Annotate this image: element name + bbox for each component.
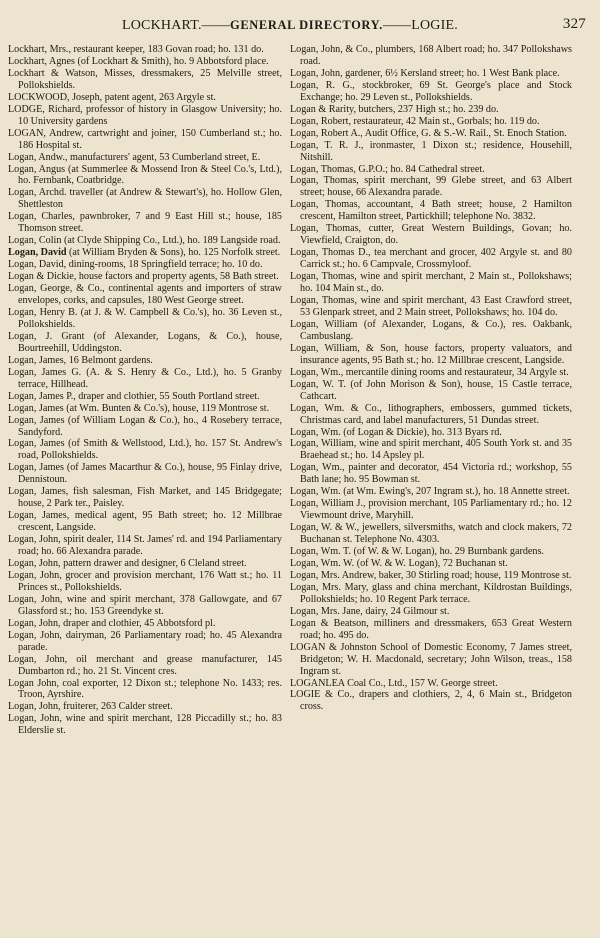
directory-entry: Logan & Beatson, milliners and dressmakers, 653 Great Western road; ho. 495 do. bbox=[290, 617, 572, 641]
right-column bbox=[290, 44, 572, 713]
page-number: 327 bbox=[562, 16, 586, 32]
directory-entry: Logan, Thomas, spirit merchant, 99 Glebe street, and 63 Albert street; house, 66 Alexandra parade. bbox=[290, 175, 572, 199]
directory-entry: Logan, John, dairyman, 26 Parliamentary road; ho. 45 Alexandra parade. bbox=[8, 629, 282, 653]
directory-entry: Logan, Wm., painter and decorator, 454 Victoria rd.; workshop, 55 Bath lane; ho. 95 Bowman st. bbox=[290, 462, 572, 486]
directory-entry: Logan, Colin (at Clyde Shipping Co., Ltd.), ho. 189 Langside road. bbox=[8, 235, 281, 247]
directory-entry: Logan, James (at Wm. Bunten & Co.'s), house, 119 Montrose st. bbox=[8, 402, 270, 414]
directory-entry: Logan, Thomas, G.P.O.; ho. 84 Cathedral street. bbox=[290, 163, 485, 175]
directory-entry: LODGE, Richard, professor of history in Glasgow University; ho. 10 University gardens bbox=[8, 103, 282, 127]
directory-entry: Logan, James (of James Macarthur & Co.), house, 95 Finlay drive, Dennistoun. bbox=[8, 462, 282, 486]
directory-entry: Logan, William J., provision merchant, 105 Parliamentary rd.; ho. 12 Viewmount drive, Maryhill. bbox=[290, 498, 572, 522]
directory-entry: Logan, William (of Alexander, Logans, & Co.), res. Oakbank, Cambuslang. bbox=[290, 318, 572, 342]
directory-entry: Logan, Thomas, wine and spirit merchant, 2 Main st., Pollokshaws; ho. 104 Main st., do. bbox=[290, 271, 572, 295]
directory-entry: Logan, John, grocer and provision merchant, 176 Watt st.; ho. 11 Princes st., Pollokshields. bbox=[8, 569, 282, 593]
columns bbox=[8, 44, 588, 936]
directory-entry: Logan, Thomas, wine and spirit merchant, 43 East Crawford street, 53 Glenpark street, and 2 Main street, Pollokshaws; ho. 104 do. bbox=[290, 295, 572, 318]
directory-entry: Logan, Angus (at Summerlee & Mossend Iron & Steel Co.'s, Ltd.), ho. Fernbank, Coatbridge. bbox=[8, 163, 282, 187]
directory-entry: Logan, W. T. (of John Morison & Son), house, 15 Castle terrace, Cathcart. bbox=[290, 378, 572, 402]
directory-entry: Logan, Wm. (at Wm. Ewing's, 207 Ingram st.), ho. 18 Annette street. bbox=[290, 486, 570, 498]
directory-entry: Logan, Thomas, cutter, Great Western Buildings, Govan; ho. Viewfield, Craigton, do. bbox=[290, 223, 572, 247]
directory-entry: Logan, Wm., mercantile dining rooms and restaurateur, 34 Argyle st. bbox=[290, 366, 569, 378]
directory-entry: Logan, Mrs. Andrew, baker, 30 Stirling road; house, 119 Montrose st. bbox=[290, 569, 572, 581]
header-title bbox=[122, 18, 458, 34]
directory-entry: Logan, R. G., stockbroker, 69 St. George's place and Stock Exchange; ho. 29 Leven st., Pollokshields. bbox=[290, 79, 572, 103]
directory-entry: Logan, T. R. J., ironmaster, 1 Dixon st.; residence, Househill, Nitshill. bbox=[290, 139, 572, 163]
directory-entry: Logan, William, & Son, house factors, property valuators, and insurance agents, 95 Bath st.; ho. 12 Millbrae crescent, Langside. bbox=[290, 342, 572, 366]
directory-entry: Logan, James, fish salesman, Fish Market, and 145 Bridgegate; house, 2 Park ter., Paisley. bbox=[8, 486, 282, 510]
directory-entry: Logan, Thomas, accountant, 4 Bath street; house, 2 Hamilton crescent, Hamilton street, Partickhill; telephone No. 3832. bbox=[290, 199, 572, 223]
directory-entry: Logan, Mrs. Jane, dairy, 24 Gilmour st. bbox=[290, 605, 450, 617]
directory-entry: Logan, Charles, pawnbroker, 7 and 9 East Hill st.; house, 185 Thomson street. bbox=[8, 211, 282, 235]
directory-entry: Lockhart & Watson, Misses, dressmakers, 25 Melville street, Pollokshields. bbox=[8, 67, 282, 91]
header-left: LOCKHART.—— bbox=[122, 18, 231, 33]
directory-entry: Logan, Wm. (of Logan & Dickie), ho. 313 Byars rd. bbox=[290, 426, 502, 438]
directory-entry: Logan, Wm. W. (of W. & W. Logan), 72 Buchanan st. bbox=[290, 557, 508, 569]
directory-entry: Logan, Wm. T. (of W. & W. Logan), ho. 29 Burnbank gardens. bbox=[290, 546, 544, 558]
directory-entry: Logan, James P., draper and clothier, 55 South Portland street. bbox=[8, 390, 260, 402]
directory-entry: Logan, John, oil merchant and grease manufacturer, 145 Dumbarton rd.; ho. 21 St. Vincent cres. bbox=[8, 653, 282, 677]
directory-entry: Logan & Rarity, butchers, 237 High st.; ho. 239 do. bbox=[290, 103, 499, 115]
directory-entry: Logan, Archd. traveller (at Andrew & Stewart's), ho. Hollow Glen, Shettleston bbox=[8, 187, 282, 211]
directory-entry: Logan, John, spirit dealer, 114 St. James' rd. and 194 Parliamentary road; ho. 66 Alexandra parade. bbox=[8, 534, 282, 558]
directory-entry: Logan, Andw., manufacturers' agent, 53 Cumberland street, E. bbox=[8, 151, 261, 163]
directory-entry: Lockhart, Mrs., restaurant keeper, 183 Govan road; ho. 131 do. bbox=[8, 44, 264, 55]
directory-entry: LOGIE & Co., drapers and clothiers, 2, 4, 6 Main st., Bridgeton cross. bbox=[290, 689, 572, 713]
directory-entry: Logan, James, 16 Belmont gardens. bbox=[8, 354, 153, 366]
directory-entry: Logan, Robert A., Audit Office, G. & S.-W. Rail., St. Enoch Station. bbox=[290, 127, 567, 139]
directory-entry: Logan, John, wine and spirit merchant, 378 Gallowgate, and 67 Glassford st.; ho. 153 Greendyke st. bbox=[8, 593, 282, 617]
directory-entry: Logan, David, dining-rooms, 18 Springfield terrace; ho. 10 do. bbox=[8, 259, 263, 271]
directory-entry: LOGAN & Johnston School of Domestic Economy, 7 James street, Bridgeton; W. H. Macdonald, secretary; John Wilson, treas., 158 Ingram st. bbox=[290, 641, 572, 677]
directory-entry: Logan, Mrs. Mary, glass and china merchant, Kildrostan Buildings, Pollokshields; ho. 10 Regent Park terrace. bbox=[290, 581, 572, 605]
directory-entry: Logan, James, medical agent, 95 Bath street; ho. 12 Millbrae crescent, Langside. bbox=[8, 510, 282, 534]
header-right: ——LOGIE. bbox=[382, 18, 458, 33]
running-header bbox=[8, 16, 588, 36]
directory-entry: Logan, James (of William Logan & Co.), ho., 4 Rosebery terrace, Sandyford. bbox=[8, 414, 282, 438]
directory-entry: Logan, George, & Co., continental agents and importers of straw envelopes, corks, and capsules, 180 West George street. bbox=[8, 283, 282, 307]
directory-entry: Logan, John, gardener, 6½ Kersland street; ho. 1 West Bank place. bbox=[290, 67, 560, 79]
directory-entry: Logan, Wm. & Co., lithographers, embossers, gummed tickets, Christmas card, and label manufacturers, 51 Dundas street. bbox=[290, 402, 572, 426]
directory-entry: Logan, J. Grant (of Alexander, Logans, & Co.), house, Bourtreehill, Uddingston. bbox=[8, 330, 282, 354]
directory-entry: Logan, Robert, restaurateur, 42 Main st., Gorbals; ho. 119 do. bbox=[290, 115, 540, 127]
directory-entry: Logan, Henry B. (at J. & W. Campbell & Co.'s), ho. 36 Leven st., Pollokshields. bbox=[8, 306, 282, 330]
header-middle: GENERAL DIRECTORY. bbox=[230, 18, 383, 32]
directory-entry: Logan, David (at William Bryden & Sons), ho. 125 Norfolk street. bbox=[8, 247, 281, 259]
directory-entry: Logan, W. & W., jewellers, silversmiths, watch and clock makers, 72 Buchanan st. Telephone No. 4303. bbox=[290, 522, 572, 546]
directory-entry: LOCKWOOD, Joseph, patent agent, 263 Argyle st. bbox=[8, 91, 216, 103]
directory-entry: Logan, John, wine and spirit merchant, 128 Piccadilly st.; ho. 83 Elderslie st. bbox=[8, 713, 282, 737]
directory-entry: Logan John, coal exporter, 12 Dixon st.; telephone No. 1433; res. Troon, Ayrshire. bbox=[8, 677, 282, 701]
left-column bbox=[8, 44, 282, 737]
directory-entry: LOGANLEA Coal Co., Ltd., 157 W. George street. bbox=[290, 677, 498, 689]
directory-entry: Logan, William, wine and spirit merchant, 405 South York st. and 35 Braehead st.; ho. 14 Apsley pl. bbox=[290, 438, 572, 462]
directory-entry: Logan, John, fruiterer, 263 Calder street. bbox=[8, 701, 173, 713]
directory-entry: Logan, John, pattern drawer and designer, 6 Cleland street. bbox=[8, 557, 247, 569]
directory-entry: Logan, James G. (A. & S. Henry & Co., Ltd.), ho. 5 Granby terrace, Hillhead. bbox=[8, 366, 282, 390]
directory-entry: LOGAN, Andrew, cartwright and joiner, 150 Cumberland st.; ho. 186 Hospital st. bbox=[8, 127, 282, 151]
directory-entry: Lockhart, Agnes (of Lockhart & Smith), ho. 9 Abbotsford place. bbox=[8, 55, 269, 67]
directory-entry: Logan & Dickie, house factors and property agents, 58 Bath street. bbox=[8, 271, 279, 283]
directory-entry: Logan, John, draper and clothier, 45 Abbotsford pl. bbox=[8, 617, 216, 629]
directory-entry: Logan, Thomas D., tea merchant and grocer, 402 Argyle st. and 80 Carrick st.; ho. 6 Campvale, Crossmyloof. bbox=[290, 247, 572, 271]
directory-entry: Logan, John, & Co., plumbers, 168 Albert road; ho. 347 Pollokshaws road. bbox=[290, 44, 572, 67]
directory-entry: Logan, James (of Smith & Wellstood, Ltd.), ho. 157 St. Andrew's road, Pollokshields. bbox=[8, 438, 282, 462]
